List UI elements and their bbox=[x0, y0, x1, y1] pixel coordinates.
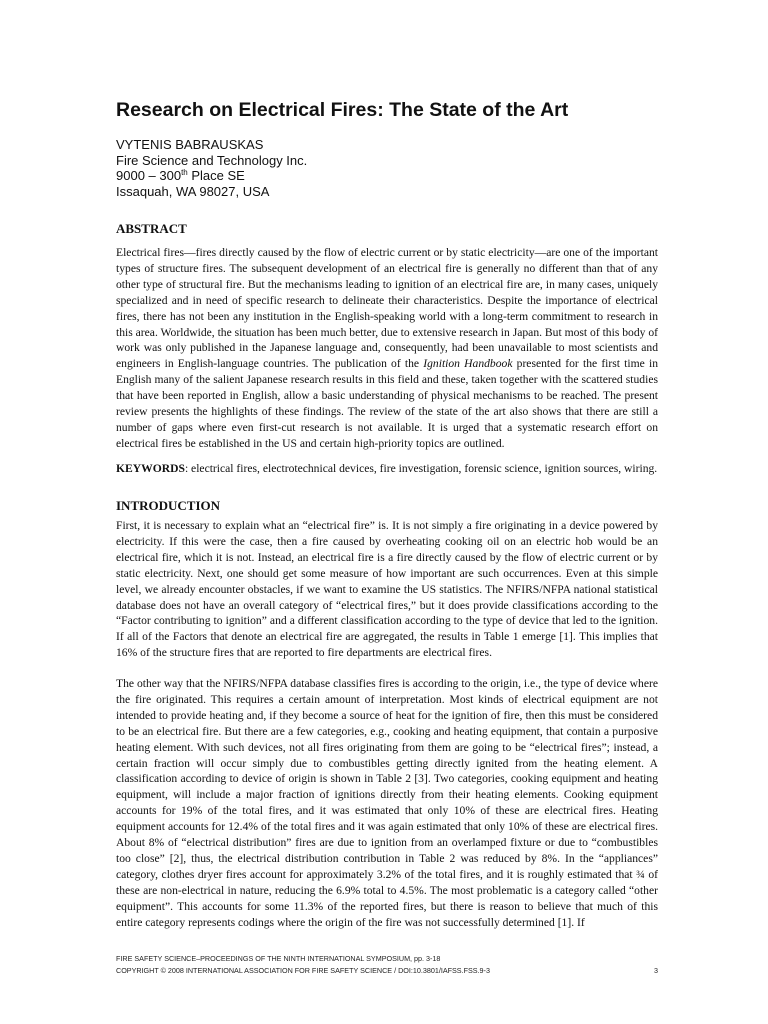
author-name: VYTENIS BABRAUSKAS bbox=[116, 137, 264, 152]
abstract-book-title: Ignition Handbook bbox=[423, 357, 513, 371]
footer-proceedings-line: FIRE SAFETY SCIENCE–PROCEEDINGS OF THE NINTH INTERNATIONAL SYMPOSIUM, pp. 3-18 bbox=[116, 954, 441, 963]
author-address-line2: Issaquah, WA 98027, USA bbox=[116, 183, 270, 199]
page-number: 3 bbox=[654, 966, 658, 975]
abstract-text bbox=[116, 245, 658, 452]
author-address-line1 bbox=[116, 168, 658, 184]
keywords bbox=[116, 461, 658, 477]
address-street-name: Place SE bbox=[187, 168, 245, 183]
address-ordinal-suffix: th bbox=[181, 168, 188, 177]
paper-title: Research on Electrical Fires: The State of the Art bbox=[116, 99, 569, 121]
author-organization: Fire Science and Technology Inc. bbox=[116, 152, 308, 168]
footer-copyright-row bbox=[116, 965, 658, 977]
keywords-text: : electrical fires, electrotechnical devices, fire investigation, forensic science, ignition sources, wiring. bbox=[184, 462, 658, 475]
abstract-text-part1: Electrical fires—fires directly caused by the flow of electric current or by static electricity—are one of the important types of structure fires. The subsequent development of an electrical fire is generally no different than that of any other type of structural fire. But the mechanisms leading to ignition of an electrical fire are, in many cases, uniquely specialized and in need of specific research to delineate their characteristics. Despite the importance of electrical fires, there has not been any institution in the English-speaking world with a long-term commitment to research in this area. Worldwide, the situation has been much better, due to extensive research in Japan. But most of this body of work was only published in the Japanese language and, consequently, had been unavailable to most scientists and engineers in English-language countries. The publication of the bbox=[116, 246, 658, 371]
footer-copyright-line: COPYRIGHT © 2008 INTERNATIONAL ASSOCIATION FOR FIRE SAFETY SCIENCE / DOI:10.3801/IAFSS.FSS.9-3 bbox=[116, 966, 490, 975]
author-block bbox=[116, 137, 658, 199]
introduction-heading: INTRODUCTION bbox=[116, 498, 221, 513]
introduction-paragraph-1: First, it is necessary to explain what an “electrical fire” is. It is not simply a fire originating in a device powered by electricity. If this were the case, then a fire caused by overheating cooking oil on an electric hob would be an electrical fire, which it is not. Instead, an electrical fire is a fire directly caused by the flow of electric current or by static electricity. Next, one should get some measure of how important are such occurrences. Even at this simple level, we already encounter obstacles, if we want to examine the US statistics. The NFIRS/NFPA national statistical database does not have an overall category of “electrical fires,” but it does provide classifications according to the “Factor contributing to ignition” and a different classification according to the type of device that led to the ignition. If all of the Factors that denote an electrical fire are aggregated, the results in Table 1 emerge [1]. This implies that 16% of the structure fires that are reported to fire departments are electrical fires. bbox=[116, 519, 658, 660]
abstract-heading: ABSTRACT bbox=[116, 221, 187, 236]
page-footer bbox=[116, 953, 658, 977]
abstract-text-part2: presented for the first time in English many of the salient Japanese research results in this field and these, taken together with the scattered studies that have been reported in English, allow a basic understanding of physical mechanisms to be reached. The present review presents the highlights of these findings. The review of the state of the art also shows that there are still a number of gaps where even first-cut research is not available. It is urged that a systematic research effort on electrical fires be established in the US and certain high-priority topics are outlined. bbox=[116, 357, 658, 450]
address-street-number: 9000 – 300 bbox=[116, 168, 182, 183]
introduction-paragraph-2: The other way that the NFIRS/NFPA database classifies fires is according to the origin, i.e., the type of device where the fire originated. This requires a certain amount of interpretation. Most kinds of electrical equipment are not intended to provide heating and, if they become a source of heat for the ignition of fire, then this must be considered to be an electrical fire. But there are a few categories, e.g., cooking and heating equipment, that contain a purposive heating element. With such devices, not all fires originating from them are going to be “electrical fires”; instead, a certain fraction will occur simply due to combustibles getting directly ignited from the heating element. A classification according to device of origin is shown in Table 2 [3]. Two categories, cooking equipment and heating equipment, will include a major fraction of ignitions directly from their heating elements. Cooking equipment accounts for 19% of the total fires, and it was estimated that only 10% of these are electrical fires. Heating equipment accounts for 12.4% of the total fires and it was again estimated that only 10% of these are electrical fires. About 8% of “electrical distribution” fires are due to ignition from an overlamped fixture or due to “combustibles too close” [2], thus, the electrical distribution contribution in Table 2 was reduced by 8%. In the “appliances” category, clothes dryer fires account for approximately 3.2% of the total fires, and it is roughly estimated that ¾ of these are non-electrical in nature, reducing the 6.9% total to 4.5%. The most problematic is a category called “other equipment”. This accounts for some 11.3% of the reported fires, but there is reason to believe that much of this entire category represents codings where the origin of the fire was not successfully determined [1]. If bbox=[116, 677, 658, 929]
keywords-label: KEYWORDS bbox=[116, 462, 185, 475]
